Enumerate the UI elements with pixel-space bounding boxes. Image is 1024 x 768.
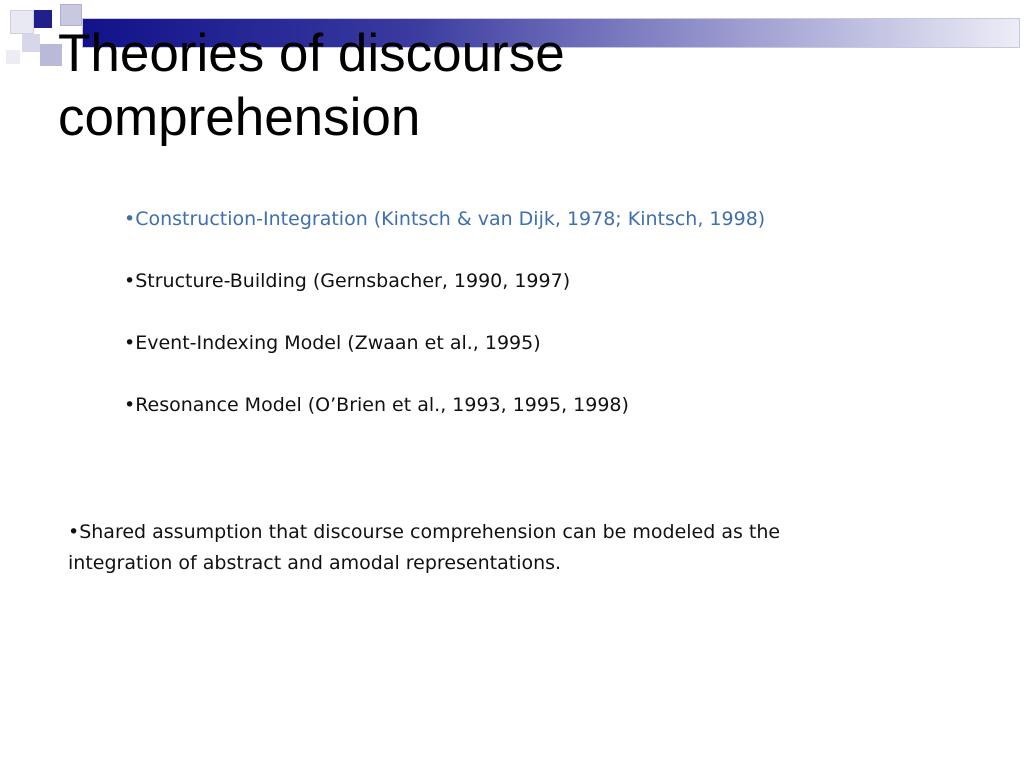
theory-item-event-indexing: •Event-Indexing Model (Zwaan et al., 1995) bbox=[124, 332, 541, 354]
decorative-square bbox=[6, 50, 20, 64]
slide-title-line-1: Theories of discourse bbox=[58, 24, 565, 83]
decorative-square bbox=[34, 10, 52, 28]
decorative-square bbox=[22, 34, 40, 52]
decorative-square bbox=[10, 10, 34, 34]
shared-assumption-text: •Shared assumption that discourse comprehension can be modeled as the integration of abstract and amodal representations. bbox=[68, 521, 781, 574]
theory-list bbox=[124, 203, 765, 451]
slide-title bbox=[58, 22, 565, 150]
slide-title-line-2: comprehension bbox=[58, 88, 421, 147]
theory-item-structure-building: •Structure-Building (Gernsbacher, 1990, 1997) bbox=[124, 270, 571, 292]
theory-item-resonance: •Resonance Model (O’Brien et al., 1993, 1995, 1998) bbox=[124, 394, 629, 416]
theory-item-construction-integration: •Construction-Integration (Kintsch & van Dijk, 1978; Kintsch, 1998) bbox=[124, 208, 766, 230]
